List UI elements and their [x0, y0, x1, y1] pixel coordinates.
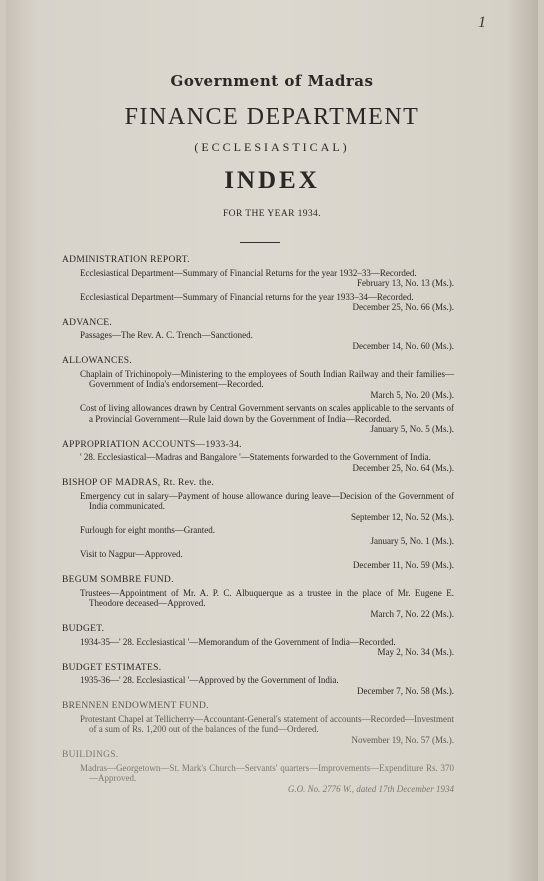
- index-section: [62, 750, 454, 794]
- index-entry: [80, 763, 454, 795]
- entry-text: Madras—Georgetown—St. Mark's Church—Servants' quarters—Improvements—Expenditure Rs. 370—Approved.: [80, 762, 454, 783]
- entry-date: December 25, No. 64 (Ms.).: [352, 462, 454, 473]
- entry-text: 1935-36—' 28. Ecclesiastical '—Approved by the Government of India.: [80, 675, 339, 685]
- section-title: ADMINISTRATION REPORT.: [62, 255, 190, 265]
- entry-text: Visit to Nagpur—Approved.: [80, 549, 183, 559]
- section-title: BEGUM SOMBRE FUND.: [62, 575, 174, 585]
- index-section: [62, 701, 454, 745]
- index-entry: [80, 588, 454, 620]
- index-entry: [80, 675, 454, 696]
- subdepartment-heading: (ECCLESIASTICAL): [194, 140, 350, 154]
- divider-rule: [240, 242, 280, 243]
- index-entry: [80, 549, 454, 570]
- index-entry: [80, 369, 454, 401]
- department-heading: FINANCE DEPARTMENT: [124, 104, 420, 130]
- section-title: ALLOWANCES.: [62, 356, 133, 366]
- index-entry: [80, 268, 454, 289]
- section-title: ADVANCE.: [62, 317, 112, 328]
- entry-text: Chaplain of Trichinopoly—Ministering to the employees of South Indian Railway and their families—Government of India's endorsement—Recorded.: [80, 368, 454, 389]
- index-content: [62, 250, 454, 797]
- entry-date: December 14, No. 60 (Ms.).: [352, 340, 454, 351]
- index-title: INDEX: [224, 167, 320, 194]
- entry-text: Protestant Chapel at Tellicherry—Accountant-General's statement of accounts—Recorded—Investment of a sum of Rs. 1,200 out of the balances of the fund—Ordered.: [80, 713, 454, 734]
- section-title: BUDGET ESTIMATES.: [62, 662, 162, 673]
- entry-text: Ecclesiastical Department—Summary of Financial returns for the year 1933–34—Recorded.: [80, 291, 414, 302]
- index-entry: [80, 714, 454, 746]
- entry-text: Cost of living allowances drawn by Central Government servants on scales applicable to the servants of a Provincial Government—Rule laid down by the Government of India—Recorded.: [80, 403, 454, 424]
- index-section: [62, 356, 454, 435]
- entry-text: Emergency cut in salary—Payment of house allowance during leave—Decision of the Government of India communicated.: [80, 490, 454, 511]
- section-title: BRENNEN ENDOWMENT FUND.: [62, 701, 209, 711]
- index-entry: [80, 292, 454, 313]
- entry-date: December 25, No. 66 (Ms.).: [352, 302, 454, 312]
- index-section: [62, 663, 454, 697]
- entry-date: G.O. No. 2776 W., dated 17th December 1934: [287, 783, 454, 794]
- entry-text: Ecclesiastical Department—Summary of Financial Returns for the year 1932–33—Recorded.: [80, 267, 417, 278]
- index-entry: [80, 330, 454, 351]
- section-title: BUILDINGS.: [62, 750, 119, 760]
- index-entry: [80, 452, 454, 473]
- index-entry: [80, 491, 454, 523]
- index-section: [62, 440, 454, 474]
- index-section: [62, 318, 454, 352]
- entry-date: December 11, No. 59 (Ms.).: [352, 559, 454, 570]
- index-section: [62, 575, 454, 619]
- entry-text: Passages—The Rev. A. C. Trench—Sanctioned.: [80, 330, 253, 340]
- entry-date: November 19, No. 57 (Ms.).: [351, 734, 454, 745]
- entry-text: ' 28. Ecclesiastical—Madras and Bangalore '—Statements forwarded to the Government of India.: [80, 452, 431, 462]
- index-section: [62, 624, 454, 658]
- index-entry: [80, 637, 454, 658]
- entry-date: March 7, No. 22 (Ms.).: [370, 608, 454, 619]
- section-title: BUDGET.: [62, 624, 105, 634]
- entry-date: February 13, No. 13 (Ms.).: [357, 278, 454, 288]
- index-entry: [80, 403, 454, 435]
- entry-date: December 7, No. 58 (Ms.).: [357, 685, 454, 696]
- year-line: FOR THE YEAR 1934.: [223, 209, 321, 219]
- section-title: BISHOP OF MADRAS, Rt. Rev. the.: [62, 478, 215, 488]
- index-entry: [80, 525, 454, 546]
- page-number-mark: 1: [478, 14, 486, 31]
- section-title: APPROPRIATION ACCOUNTS—1933-34.: [62, 439, 242, 450]
- index-section: [62, 255, 454, 313]
- entry-date: January 5, No. 1 (Ms.).: [370, 535, 454, 546]
- index-section: [62, 478, 454, 570]
- entry-text: 1934-35—' 28. Ecclesiastical '—Memorandum of the Government of India—Recorded.: [80, 636, 396, 647]
- entry-date: September 12, No. 52 (Ms.).: [351, 511, 454, 522]
- entry-date: May 2, No. 34 (Ms.).: [377, 647, 454, 657]
- entry-text: Furlough for eight months—Granted.: [80, 525, 215, 535]
- government-heading: Government of Madras: [170, 72, 374, 90]
- entry-text: Trustees—Appointment of Mr. A. P. C. Albuquerque as a trustee in the place of Mr. Eugene E. Theodore deceased—Approved.: [80, 587, 454, 608]
- entry-date: March 5, No. 20 (Ms.).: [370, 389, 454, 400]
- entry-date: January 5, No. 5 (Ms.).: [370, 424, 454, 434]
